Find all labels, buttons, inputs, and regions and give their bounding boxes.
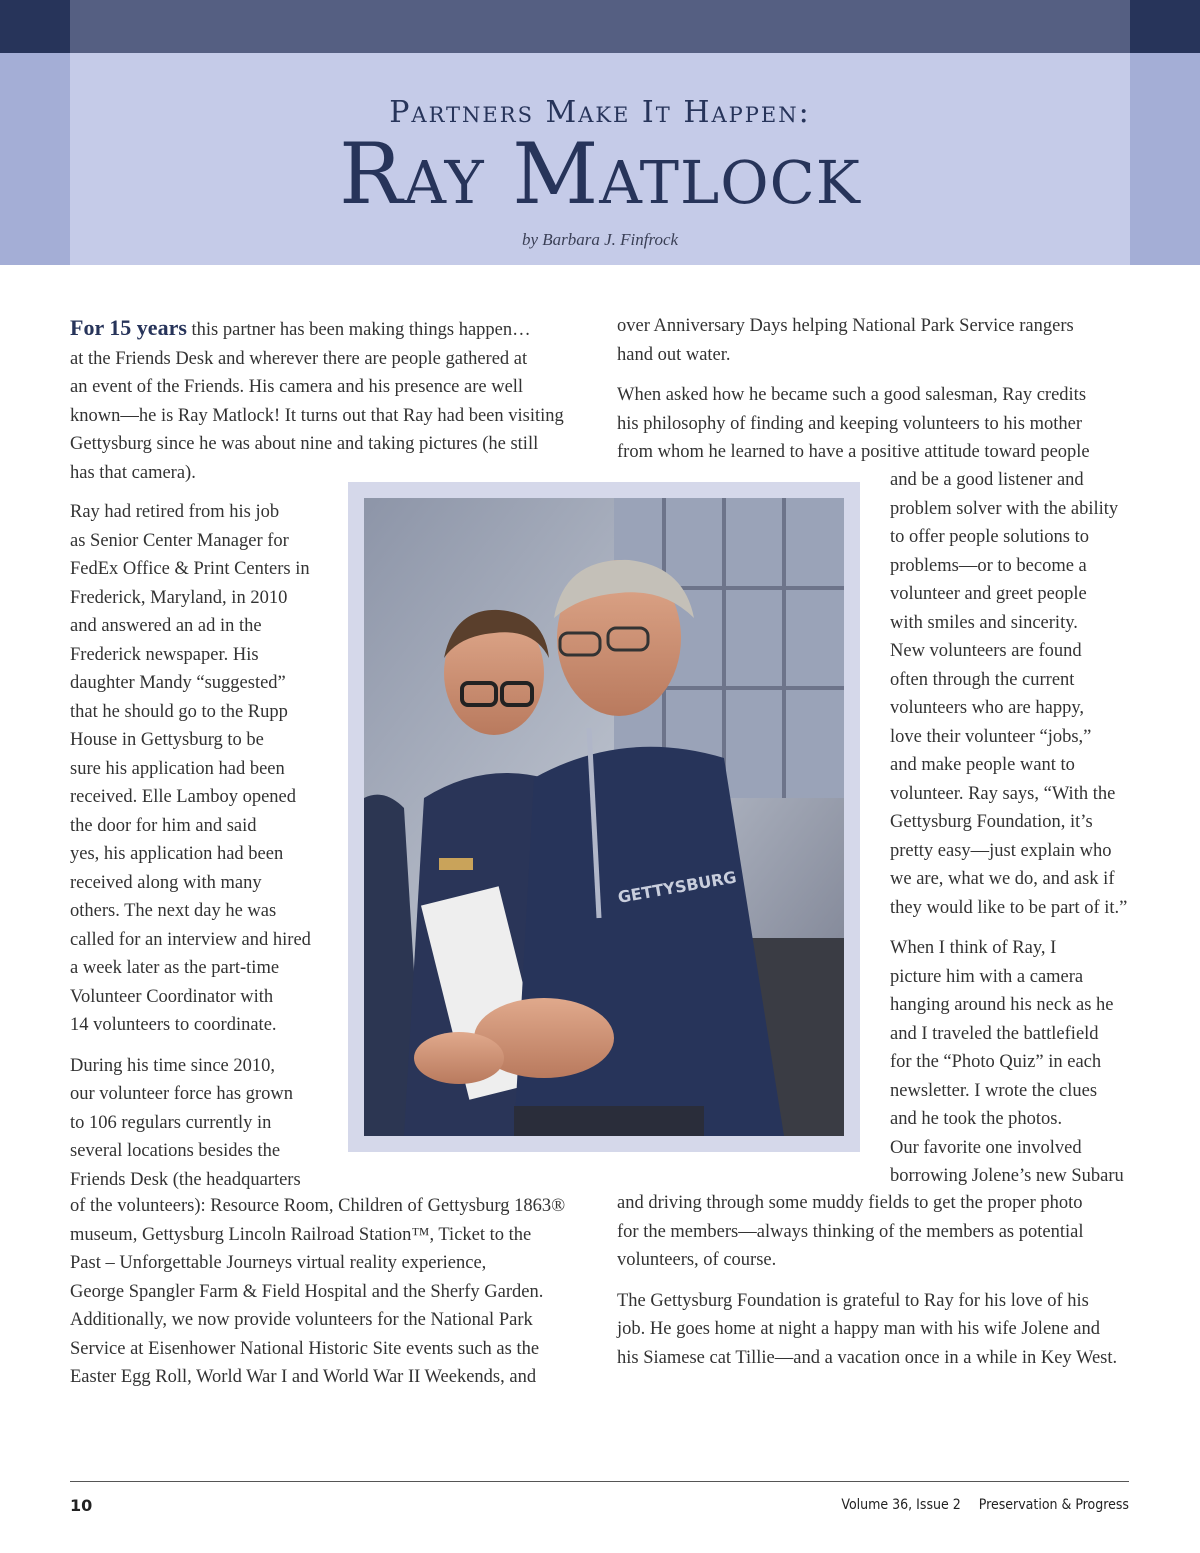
text-line: volunteers who are happy, bbox=[890, 698, 1085, 718]
article-kicker: Partners Make It Happen: bbox=[389, 95, 811, 130]
paragraph-gratitude bbox=[617, 1287, 1137, 1373]
text-line: a week later as the part-time bbox=[70, 958, 280, 978]
text-line: love their volunteer “jobs,” bbox=[890, 726, 1092, 747]
text-line: for the members—always thinking of the members as potential bbox=[617, 1221, 1084, 1242]
text-line: Friends Desk (the headquarters bbox=[70, 1169, 301, 1190]
paragraph-intro bbox=[70, 314, 590, 487]
lead-in: For 15 years bbox=[70, 315, 187, 340]
text-line: our volunteer force has grown bbox=[70, 1084, 293, 1104]
text-line: with smiles and sincerity. bbox=[890, 612, 1078, 633]
text-line: they would like to be part of it.” bbox=[890, 897, 1128, 918]
header-corner-left bbox=[0, 0, 70, 53]
right-column-wrap bbox=[890, 466, 1130, 1203]
text-line: called for an interview and hired bbox=[70, 929, 311, 950]
photo-ray-matlock bbox=[364, 498, 844, 1136]
paragraph-salesman bbox=[617, 381, 1137, 467]
text-line: to 106 regulars currently in bbox=[70, 1112, 272, 1133]
text-line: problem solver with the ability bbox=[890, 498, 1119, 519]
text-line: and I traveled the battlefield bbox=[890, 1023, 1099, 1044]
text-line: hanging around his neck as he bbox=[890, 995, 1114, 1015]
text-line: museum, Gettysburg Lincoln Railroad Station™, Ticket to the bbox=[70, 1224, 532, 1245]
text-line: volunteers, of course. bbox=[617, 1250, 777, 1270]
text-line: of the volunteers): Resource Room, Children of Gettysburg 1863® bbox=[70, 1196, 566, 1216]
text-line: picture him with a camera bbox=[890, 966, 1084, 987]
text-line: hand out water. bbox=[617, 344, 731, 365]
text-line: and he took the photos. bbox=[890, 1109, 1063, 1129]
text-line: known—he is Ray Matlock! It turns out that Ray had been visiting bbox=[70, 405, 564, 426]
right-column-top bbox=[617, 312, 1137, 479]
text-line: sure his application had been bbox=[70, 758, 285, 779]
text-line: Service at Eisenhower National Historic Site events such as the bbox=[70, 1338, 540, 1359]
page-number: 10 bbox=[70, 1496, 93, 1515]
text-line: as Senior Center Manager for bbox=[70, 530, 289, 551]
text-line: 14 volunteers to coordinate. bbox=[70, 1015, 277, 1035]
article-title: Ray Matlock bbox=[339, 125, 861, 223]
text-line: The Gettysburg Foundation is grateful to Ray for his love of his bbox=[617, 1290, 1089, 1311]
volume-issue: Volume 36, Issue 2 bbox=[841, 1497, 961, 1513]
paragraph-photo-quiz bbox=[890, 934, 1130, 1191]
text-line: Frederick, Maryland, in 2010 bbox=[70, 587, 288, 608]
text-line: Frederick newspaper. His bbox=[70, 644, 259, 665]
text-line: job. He goes home at night a happy man with his wife Jolene and bbox=[617, 1319, 1100, 1339]
paragraph-listener bbox=[890, 466, 1130, 922]
text-line: often through the current bbox=[890, 669, 1075, 690]
left-column-bottom bbox=[70, 1192, 590, 1404]
text-line: Additionally, we now provide volunteers for the National Park bbox=[70, 1310, 533, 1330]
text-line: and driving through some muddy fields to get the proper photo bbox=[617, 1193, 1083, 1213]
text-line: and make people want to bbox=[890, 755, 1075, 775]
text-line: has that camera). bbox=[70, 462, 196, 483]
text-line: and answered an ad in the bbox=[70, 616, 262, 636]
text-line: George Spangler Farm & Field Hospital and the Sherfy Garden. bbox=[70, 1281, 544, 1302]
text-line: the door for him and said bbox=[70, 815, 257, 836]
article-byline: by Barbara J. Finfrock bbox=[521, 230, 679, 249]
text-line: several locations besides the bbox=[70, 1141, 281, 1161]
text-line: we are, what we do, and ask if bbox=[890, 869, 1115, 889]
text-line: his philosophy of finding and keeping volunteers to his mother bbox=[617, 413, 1083, 434]
left-column-wrap bbox=[70, 498, 340, 1206]
text-line: and be a good listener and bbox=[890, 470, 1084, 490]
text-line: received. Elle Lamboy opened bbox=[70, 787, 297, 807]
text-line: Past – Unforgettable Journeys virtual reality experience, bbox=[70, 1253, 487, 1273]
shirt-logo-text: GETTYSBURG bbox=[616, 867, 738, 907]
text-line: When asked how he became such a good salesman, Ray credits bbox=[617, 385, 1087, 405]
text-line: volunteer. Ray says, “With the bbox=[890, 783, 1116, 804]
text-line: newsletter. I wrote the clues bbox=[890, 1080, 1098, 1101]
text-line: volunteer and greet people bbox=[890, 584, 1087, 604]
text-line: an event of the Friends. His camera and his presence are well bbox=[70, 377, 524, 397]
text-line: his Siamese cat Tillie—and a vacation once in a while in Key West. bbox=[617, 1347, 1118, 1368]
header-corner-right bbox=[1130, 0, 1200, 53]
paragraph-retirement bbox=[70, 498, 340, 1040]
text-line: House in Gettysburg to be bbox=[70, 730, 264, 750]
text-line: this partner has been making things happen… bbox=[186, 320, 531, 340]
text-line: pretty easy—just explain who bbox=[890, 840, 1112, 861]
text-line: Gettysburg Foundation, it’s bbox=[890, 812, 1093, 832]
paragraph-subaru bbox=[617, 1189, 1137, 1275]
text-line: Volunteer Coordinator with bbox=[70, 986, 274, 1007]
text-line: at the Friends Desk and wherever there are people gathered at bbox=[70, 348, 528, 369]
text-line: for the “Photo Quiz” in each bbox=[890, 1052, 1102, 1072]
text-line: New volunteers are found bbox=[890, 641, 1082, 661]
left-column-top bbox=[70, 314, 590, 499]
footer-issue bbox=[841, 1497, 1129, 1513]
text-line: others. The next day he was bbox=[70, 901, 277, 921]
text-line: Ray had retired from his job bbox=[70, 502, 280, 522]
text-line: to offer people solutions to bbox=[890, 527, 1090, 547]
text-line: yes, his application had been bbox=[70, 844, 284, 864]
footer-rule bbox=[70, 1481, 1129, 1482]
text-line: borrowing Jolene’s new Subaru bbox=[890, 1166, 1124, 1186]
header-top-band bbox=[0, 0, 1200, 53]
text-line: Gettysburg since he was about nine and taking pictures (he still bbox=[70, 434, 539, 454]
paragraph-locations bbox=[70, 1192, 590, 1392]
text-line: over Anniversary Days helping National Park Service rangers bbox=[617, 316, 1074, 336]
right-column-bottom bbox=[617, 1189, 1137, 1384]
text-line: that he should go to the Rupp bbox=[70, 701, 288, 722]
paragraph-volunteer-growth bbox=[70, 1052, 340, 1195]
text-line: When I think of Ray, I bbox=[890, 938, 1057, 958]
text-line: During his time since 2010, bbox=[70, 1055, 276, 1076]
text-line: Easter Egg Roll, World War I and World War II Weekends, and bbox=[70, 1367, 537, 1387]
paragraph-anniversary bbox=[617, 312, 1137, 369]
text-line: from whom he learned to have a positive attitude toward people bbox=[617, 442, 1090, 462]
text-line: received along with many bbox=[70, 872, 262, 893]
text-line: Our favorite one involved bbox=[890, 1137, 1082, 1158]
publication-name: Preservation & Progress bbox=[978, 1497, 1129, 1513]
text-line: problems—or to become a bbox=[890, 555, 1087, 576]
text-line: daughter Mandy “suggested” bbox=[70, 673, 286, 693]
text-line: FedEx Office & Print Centers in bbox=[70, 559, 310, 579]
